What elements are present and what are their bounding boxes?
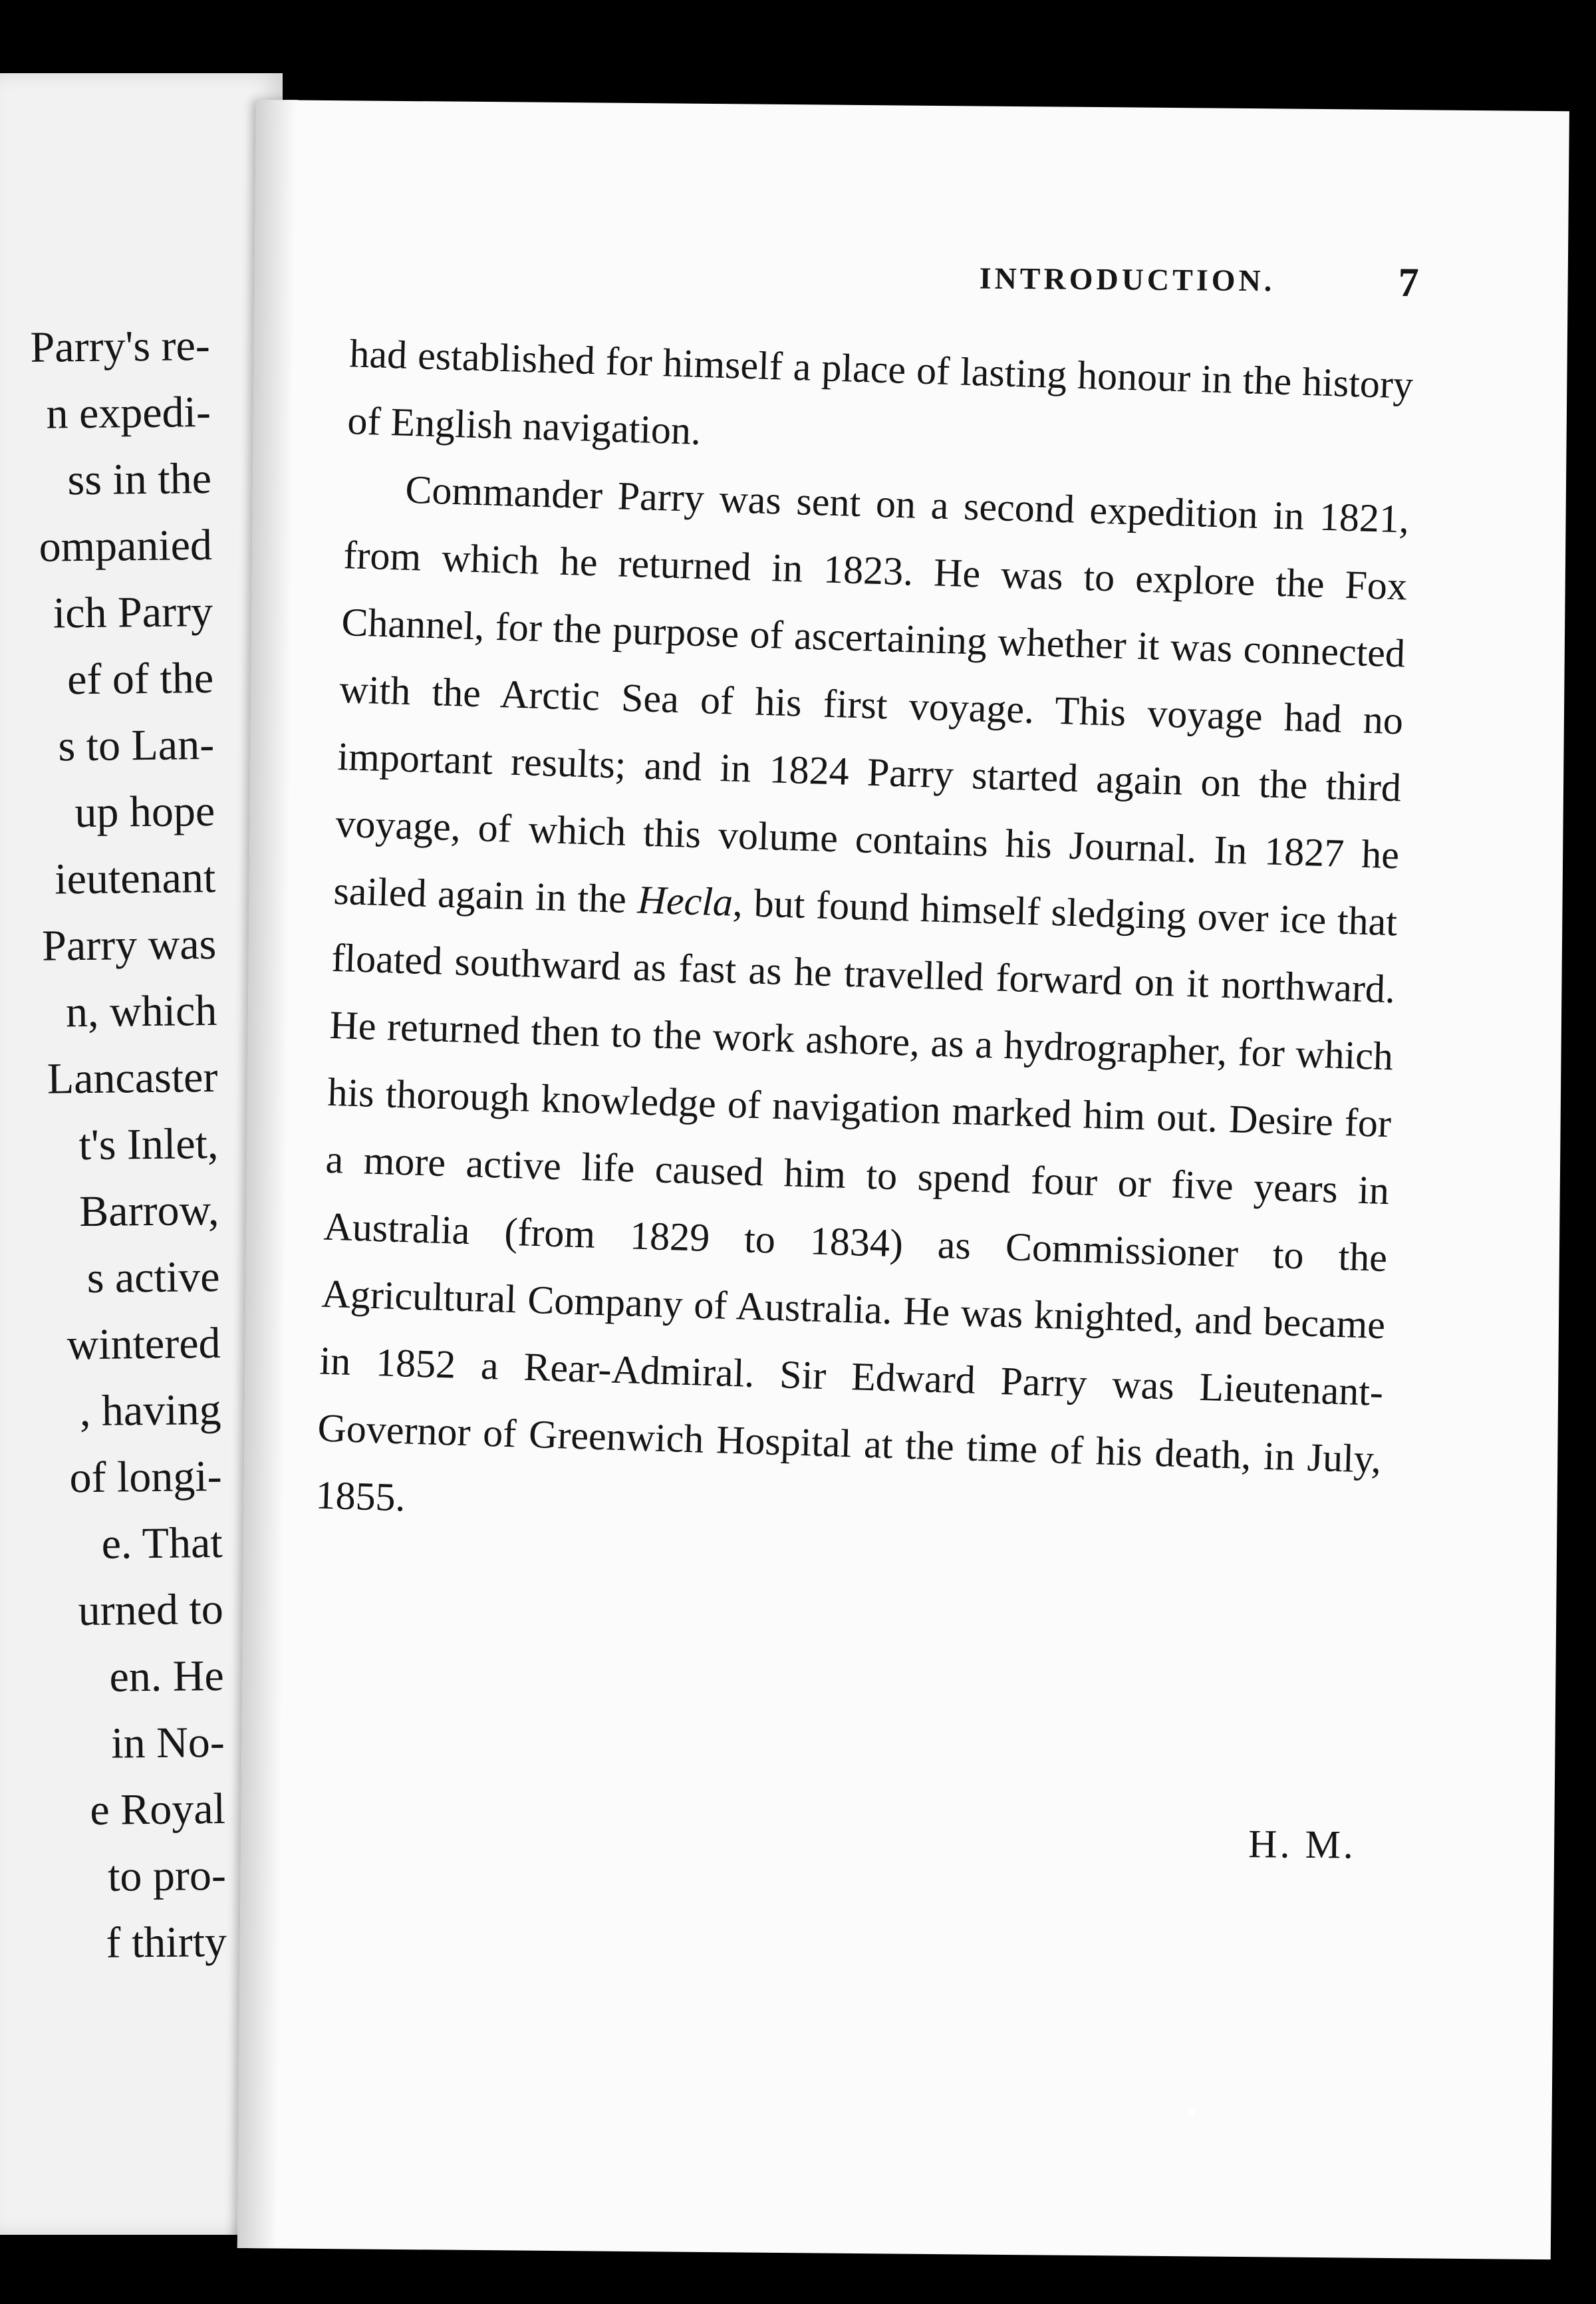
previous-page-line: Lancaster: [47, 1052, 218, 1103]
current-page: [237, 100, 1569, 2259]
author-initials: H. M.: [1248, 1822, 1357, 1867]
previous-page-line: s active: [86, 1252, 220, 1303]
body-text: [315, 320, 1414, 1560]
previous-page-line: urned to: [77, 1584, 223, 1636]
previous-page-line: t's Inlet,: [78, 1119, 219, 1170]
previous-page-line: en. He: [108, 1651, 224, 1701]
previous-page-line: to pro-: [107, 1850, 226, 1901]
previous-page-text: [30, 313, 227, 1977]
previous-page-line: ss in the: [66, 454, 211, 505]
previous-page-line: up hope: [74, 786, 215, 837]
previous-page-line: e. That: [100, 1518, 223, 1568]
paragraph-text-part-1: Commander Parry was sent on a second expedition in 1821, from which he returned in 1823. He was to explore the Fox Channel, for the purpose of ascertaining whether it was connected with the Arctic Sea of his first voyage. This voyage had no important results; and in 1824 Parry started again on the third voyage, of which this volume contains his Journal. In 1827 he sailed again in the: [332, 467, 1410, 922]
previous-page-line: n, which: [65, 986, 217, 1037]
paragraph-continued: had established for himself a place of lasting honour in the history of English navigation.: [346, 331, 1414, 453]
previous-page-line: ef of the: [66, 653, 214, 704]
previous-page-line: ieutenant: [54, 853, 216, 904]
previous-page-line: Parry's re-: [29, 321, 210, 372]
previous-page-line: s to Lan-: [57, 720, 215, 771]
running-head: INTRODUCTION.: [979, 261, 1275, 298]
previous-page-line: , having: [79, 1385, 221, 1436]
previous-page-line: Barrow,: [78, 1185, 219, 1236]
paragraph-text-part-2: , but found himself sledging over ice that floated southward as fast as he travelled forward on it northward. He returned then to the work ashore, as a hydrographer, for which his thorough knowledge of navigation marked him out. Desire for a more active life caused him to spend four or five years in Australia (from 1829 to 1834) as Commissioner to the Agricultural Company of Australia. He was knighted, and became in 1852 a Rear-Admiral. Sir Edward Parry was Lieutenant-Governor of Greenwich Hospital at the time of his death, in July, 1855.: [315, 880, 1398, 1520]
previous-page-line: of longi-: [68, 1451, 222, 1503]
paragraph-commander-parry: [315, 454, 1410, 1560]
previous-page-line: n expedi-: [45, 387, 211, 438]
page-number: 7: [1398, 260, 1419, 306]
scan-speck: [1187, 2108, 1195, 2116]
previous-page-line: Parry was: [41, 919, 217, 970]
previous-page-line: ompanied: [39, 520, 213, 571]
previous-page-line: ich Parry: [53, 587, 213, 638]
ship-name: Hecla: [636, 877, 733, 925]
previous-page-line: in No-: [110, 1717, 225, 1768]
previous-page-line: e Royal: [89, 1784, 225, 1835]
previous-page-line: f thirty: [105, 1917, 227, 1967]
previous-page-line: wintered: [66, 1318, 221, 1369]
